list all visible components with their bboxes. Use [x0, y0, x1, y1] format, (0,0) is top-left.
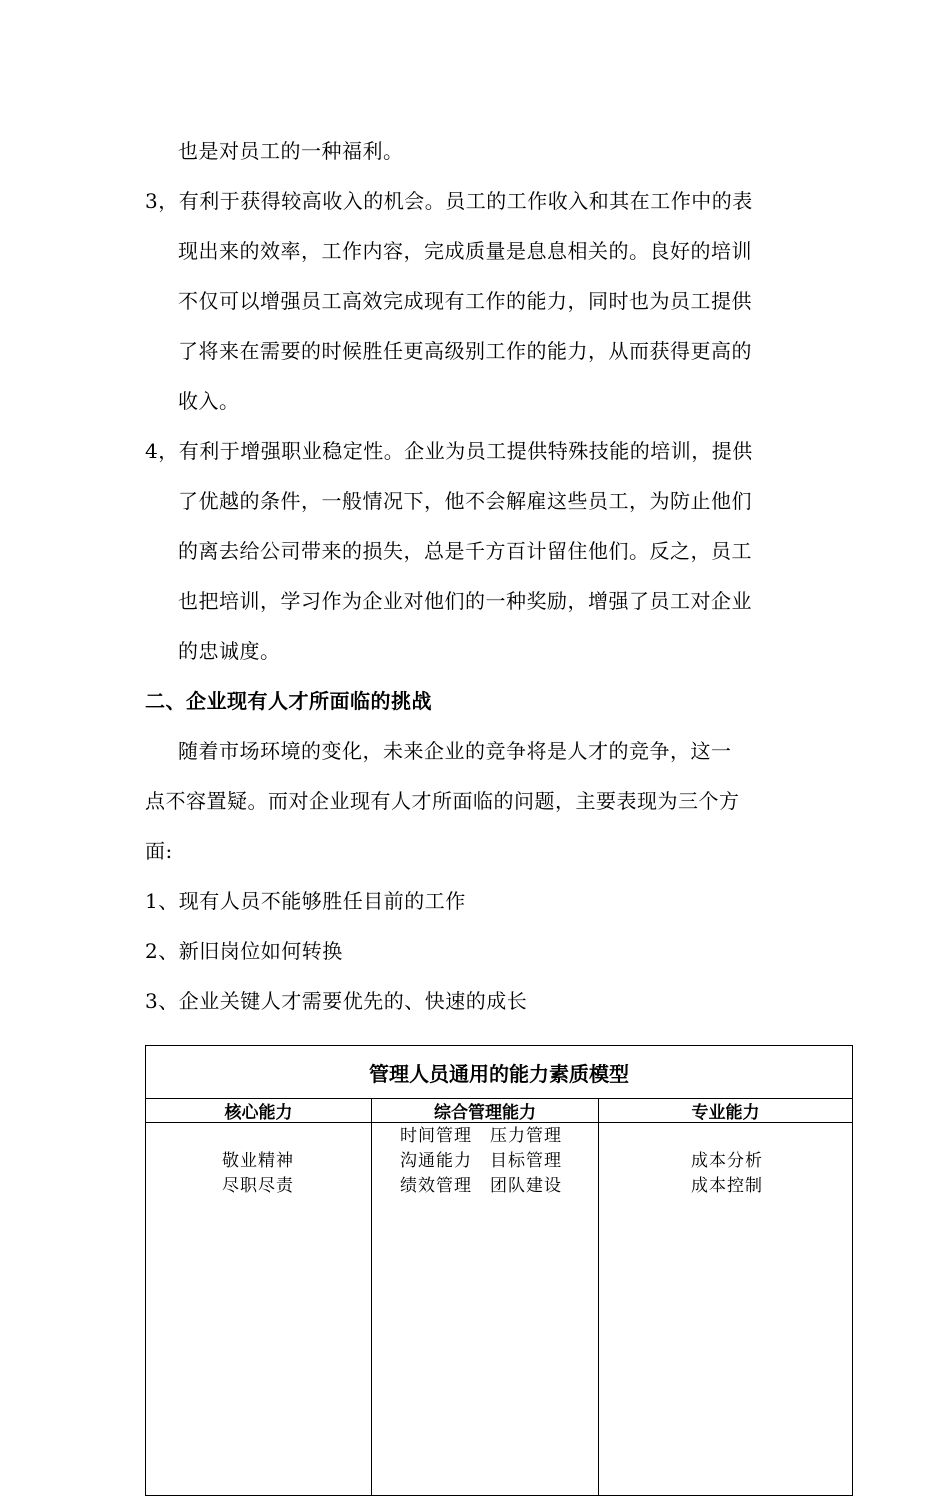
paragraph-line: 4，有利于增强职业稳定性。企业为员工提供特殊技能的培训，提供 [145, 439, 753, 463]
paragraph-line: 了优越的条件，一般情况下，他不会解雇这些员工，为防止他们 [178, 489, 752, 513]
paragraph-line: 现出来的效率，工作内容，完成质量是息息相关的。良好的培训 [178, 239, 752, 263]
table-cell: 尽职尽责 [222, 1176, 294, 1196]
table-header-management: 综合管理能力 [372, 1098, 598, 1123]
table-cell: 时间管理 压力管理 [400, 1126, 562, 1146]
table-header-core: 核心能力 [146, 1098, 371, 1123]
paragraph-line: 也是对员工的一种福利。 [178, 139, 404, 163]
intro-line: 面: [145, 839, 173, 863]
column-divider [598, 1098, 599, 1495]
section-heading: 二、企业现有人才所面临的挑战 [145, 689, 432, 713]
competency-table [145, 1045, 853, 1496]
paragraph-line: 的忠诚度。 [178, 639, 281, 663]
table-header-professional: 专业能力 [599, 1098, 852, 1123]
list-item: 2、新旧岗位如何转换 [145, 939, 343, 963]
paragraph-line: 了将来在需要的时候胜任更高级别工作的能力，从而获得更高的 [178, 339, 752, 363]
table-cell: 成本分析 [691, 1151, 763, 1171]
paragraph-line: 的离去给公司带来的损失，总是千方百计留住他们。反之，员工 [178, 539, 752, 563]
table-cell: 成本控制 [691, 1176, 763, 1196]
table-cell: 绩效管理 团队建设 [400, 1176, 562, 1196]
paragraph-line: 也把培训，学习作为企业对他们的一种奖励，增强了员工对企业 [178, 589, 752, 613]
table-cell: 敬业精神 [222, 1151, 294, 1171]
paragraph-line: 收入。 [178, 389, 240, 413]
intro-line: 随着市场环境的变化，未来企业的竞争将是人才的竞争，这一 [178, 739, 732, 763]
list-item: 1、现有人员不能够胜任目前的工作 [145, 889, 466, 913]
table-cell: 沟通能力 目标管理 [400, 1151, 562, 1171]
paragraph-line: 3，有利于获得较高收入的机会。员工的工作收入和其在工作中的表 [145, 189, 753, 213]
intro-line: 点不容置疑。而对企业现有人才所面临的问题，主要表现为三个方 [145, 789, 740, 813]
table-title: 管理人员通用的能力素质模型 [146, 1046, 852, 1099]
column-divider [371, 1098, 372, 1495]
list-item: 3、企业关键人才需要优先的、快速的成长 [145, 989, 528, 1013]
paragraph-line: 不仅可以增强员工高效完成现有工作的能力，同时也为员工提供 [178, 289, 752, 313]
